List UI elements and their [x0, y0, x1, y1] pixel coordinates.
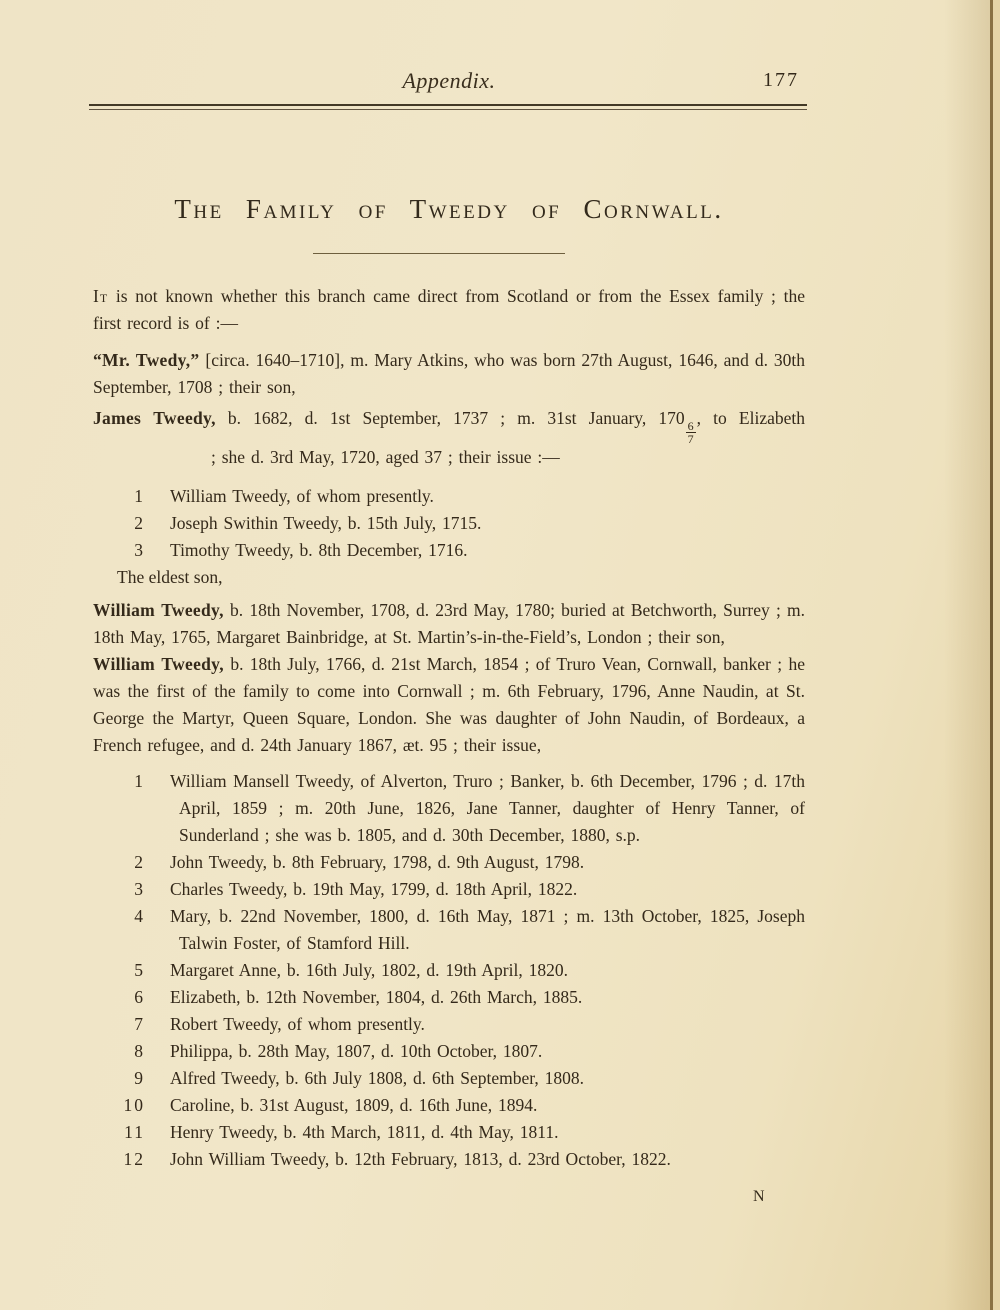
william-tweedy-1708-name: William Tweedy, [93, 600, 224, 620]
item-number: 3 [134, 540, 145, 560]
item-text: William Tweedy, of whom presently. [170, 486, 434, 506]
intro-lead: It [93, 286, 109, 306]
list-item [93, 510, 805, 537]
eldest-son-note: The eldest son, [117, 567, 223, 587]
item-text: Caroline, b. 31st August, 1809, d. 16th June, 1894. [170, 1095, 538, 1115]
item-number: 2 [134, 852, 145, 872]
item-number: 11 [124, 1122, 145, 1142]
item-text: Robert Tweedy, of whom presently. [170, 1014, 425, 1034]
page-edge-outer-strip [993, 0, 1000, 1310]
issue-list-second [93, 768, 805, 1173]
item-text: William Mansell Tweedy, of Alverton, Truro ; Banker, b. 6th December, 1796 ; d. 17th April, 1859 ; m. 20th June, 1826, Jane Tanner, daughter of Henry Tanner, of Sunderland ; she was b. 1805, and d. 30th December, 1880, s.p. [170, 771, 805, 845]
item-number: 12 [123, 1149, 145, 1169]
item-number: 4 [134, 906, 145, 926]
list-item [93, 984, 805, 1011]
item-number: 1 [134, 771, 145, 791]
item-number: 6 [134, 987, 145, 1007]
list-item [93, 483, 805, 510]
list-item [93, 957, 805, 984]
item-text: Timothy Tweedy, b. 8th December, 1716. [170, 540, 468, 560]
james-seg2: , to Elizabeth [696, 408, 805, 428]
paragraph-intro [93, 283, 805, 337]
text-block [93, 0, 805, 1206]
list-item [93, 1065, 805, 1092]
item-number: 3 [134, 879, 145, 899]
list-item [93, 1038, 805, 1065]
title-divider [313, 253, 565, 254]
fraction-numerator: 6 [687, 419, 694, 433]
list-item [93, 1011, 805, 1038]
item-number: 5 [134, 960, 145, 980]
james-seg1: b. 1682, d. 1st September, 1737 ; m. 31st January, 170 [215, 408, 685, 428]
item-text: John Tweedy, b. 8th February, 1798, d. 9th August, 1798. [170, 852, 585, 872]
list-item [93, 849, 805, 876]
list-item [93, 1146, 805, 1173]
item-text: John William Tweedy, b. 12th February, 1813, d. 23rd October, 1822. [170, 1149, 671, 1169]
item-number: 8 [134, 1041, 145, 1061]
william-tweedy-1766-text: b. 18th July, 1766, d. 21st March, 1854 ; of Truro Vean, Cornwall, banker ; he was the first of the family to come into Cornwall ; m. 6th February, 1796, Anne Naudin, at St. George the Martyr, Queen Square, London. She was daughter of John Naudin, of Bordeaux, a French refugee, and d. 24th January 1867, æt. 95 ; their issue, [93, 654, 805, 755]
item-number: 1 [134, 486, 145, 506]
item-text: Joseph Swithin Tweedy, b. 15th July, 1715. [170, 513, 482, 533]
item-text: Alfred Tweedy, b. 6th July 1808, d. 6th September, 1808. [170, 1068, 585, 1088]
list-item [93, 903, 805, 957]
item-text: Margaret Anne, b. 16th July, 1802, d. 19th April, 1820. [170, 960, 568, 980]
william-tweedy-1708-text: b. 18th November, 1708, d. 23rd May, 1780; buried at Betchworth, Surrey ; m. 18th May, 1765, Margaret Bainbridge, at St. Martin’s-in-the-Field’s, London ; their son, [93, 600, 805, 647]
james-seg3: ; she d. 3rd May, 1720, aged 37 ; their issue :— [211, 447, 560, 467]
fraction-denominator: 7 [687, 432, 694, 446]
item-number: 2 [134, 513, 145, 533]
item-text: Philippa, b. 28th May, 1807, d. 10th October, 1807. [170, 1041, 543, 1061]
item-text: Charles Tweedy, b. 19th May, 1799, d. 18th April, 1822. [170, 879, 578, 899]
paragraph-william-tweedy-1766 [93, 651, 805, 759]
dual-year-fraction [686, 421, 696, 444]
mr-twedy-text: [circa. 1640–1710], m. Mary Atkins, who was born 27th August, 1646, and d. 30th September, 1708 ; their son, [93, 350, 806, 397]
item-number: 9 [134, 1068, 145, 1088]
running-title: Appendix. [402, 68, 496, 93]
page-edge-shading [944, 0, 990, 1310]
list-item [93, 768, 805, 849]
item-number: 7 [134, 1014, 145, 1034]
list-item [93, 1092, 805, 1119]
printer-signature-mark: N [753, 1188, 766, 1205]
paragraph-william-tweedy-1708 [93, 597, 805, 651]
header-rule [89, 104, 807, 110]
william-tweedy-1766-name: William Tweedy, [93, 654, 224, 674]
paragraph-mr-twedy [93, 347, 805, 401]
item-text: Elizabeth, b. 12th November, 1804, d. 26th March, 1885. [170, 987, 583, 1007]
mr-twedy-name: “Mr. Twedy,” [93, 350, 200, 370]
list-item [93, 537, 805, 564]
intro-text: is not known whether this branch came direct from Scotland or from the Essex family ; the first record is of :— [93, 286, 805, 333]
list-item [93, 876, 805, 903]
section-title: The Family of Tweedy of Cornwall. [174, 194, 724, 224]
page-number: 177 [763, 69, 799, 91]
paragraph-james-tweedy [93, 405, 805, 471]
item-number: 10 [123, 1095, 145, 1115]
james-tweedy-name: James Tweedy, [93, 408, 216, 428]
item-text: Mary, b. 22nd November, 1800, d. 16th May, 1871 ; m. 13th October, 1825, Joseph Talwin Foster, of Stamford Hill. [170, 906, 805, 953]
list-item [93, 1119, 805, 1146]
page-header [93, 68, 805, 96]
item-text: Henry Tweedy, b. 4th March, 1811, d. 4th May, 1811. [170, 1122, 559, 1142]
issue-list-first [93, 483, 805, 564]
